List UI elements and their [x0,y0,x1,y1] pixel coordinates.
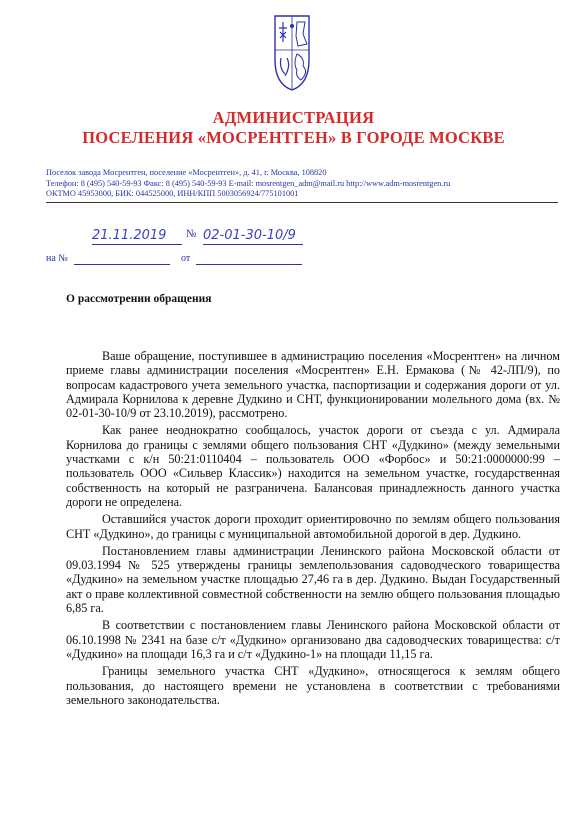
reference-number-line [74,264,170,265]
letter-body [66,349,560,710]
paragraph: Границы земельного участка СНТ «Дудкино», относящегося к землям общего пользования, до настоящего времени не установлена в соответствии с требованиями земельного законодательства. [66,664,560,707]
paragraph: Ваше обращение, поступившее в администрацию поселения «Мосрентген» на личном приеме главы администрации поселения «Мосрентген» Е.Н. Ермакова (№ 42-ЛП/9), по вопросам кадастрового учета земельного участка, паспортизации и содержания дороги от ул. Адмирала Корнилова к деревне Дудкино и СНТ, функционировании молельного дома (вх. № 02-01-30-10/9 от 23.10.2019), рассмотрено. [66,349,560,421]
registration-date: 21.11.2019 [92,226,182,245]
reference-date-label: от [181,253,191,264]
paragraph: Оставшийся участок дороги проходит ориентировочно по землям общего пользования СНТ «Дудкино», до границы с муниципальной автомобильной дорогой в дер. Дудкино. [66,512,560,541]
coat-of-arms-icon [265,14,319,92]
reference-date-line [196,264,302,265]
paragraph: В соответствии с постановлением главы Ленинского района Московской области от 06.10.1998 № 2341 на базе с/т «Дудкино» организовано два садоводческих товарищества: с/т «Дудкино» на площади 16,3 га и с/т «Дудкино-1» на площади 11,15 га. [66,618,560,661]
paragraph: Как ранее неоднократно сообщалось, участок дороги от съезда с ул. Адмирала Корнилова до границы с землями общего пользования СНТ «Дудкино» (между земельными участками с к/н 50:21:0110404 – пользователь ООО «Форбос» и 50:21:0000000:99 – пользователь ООО «Сильвер Классик») находится на земельном участке, государственная собственность на который не разграничена. Балансовая принадлежность данного участка дороги не определена. [66,423,560,509]
header-divider [46,202,558,203]
registration-number: 02-01-30-10/9 [203,226,303,245]
paragraph: Постановлением главы администрации Ленинского района Московской области от 09.03.1994 № 525 утверждены границы землепользования садоводческого товарищества «Дудкино» на земельном участке площадью 27,46 га в дер. Дудкино. Выдан Государственный акт о праве коллективной совместной собственности на землю общего пользования площадью 6,85 га. [66,543,560,616]
address-line: Поселок завода Мосрентген, поселение «Мосрентген», д. 41, г. Москва, 108820 [46,168,327,177]
organization-subtitle: ПОСЕЛЕНИЯ «МОСРЕНТГЕН» В ГОРОДЕ МОСКВЕ [82,128,505,147]
reference-number-label: на № [46,253,68,264]
phone-email-line: Телефон: 8 (495) 540-59-93 Факс: 8 (495) 540-59-93 E-mail: mosrentgen_adm@mail.ru http://www.adm-mosrentgen.ru [46,178,451,188]
organization-title: АДМИНИСТРАЦИЯ [212,108,375,127]
contact-block [46,168,576,200]
registration-number-label: № [186,228,197,240]
letter-subject: О рассмотрении обращения [66,293,212,305]
requisites-line: ОКТМО 45953000, БИК: 044525000, ИНН/КПП 5003056924/775101001 [46,189,299,198]
